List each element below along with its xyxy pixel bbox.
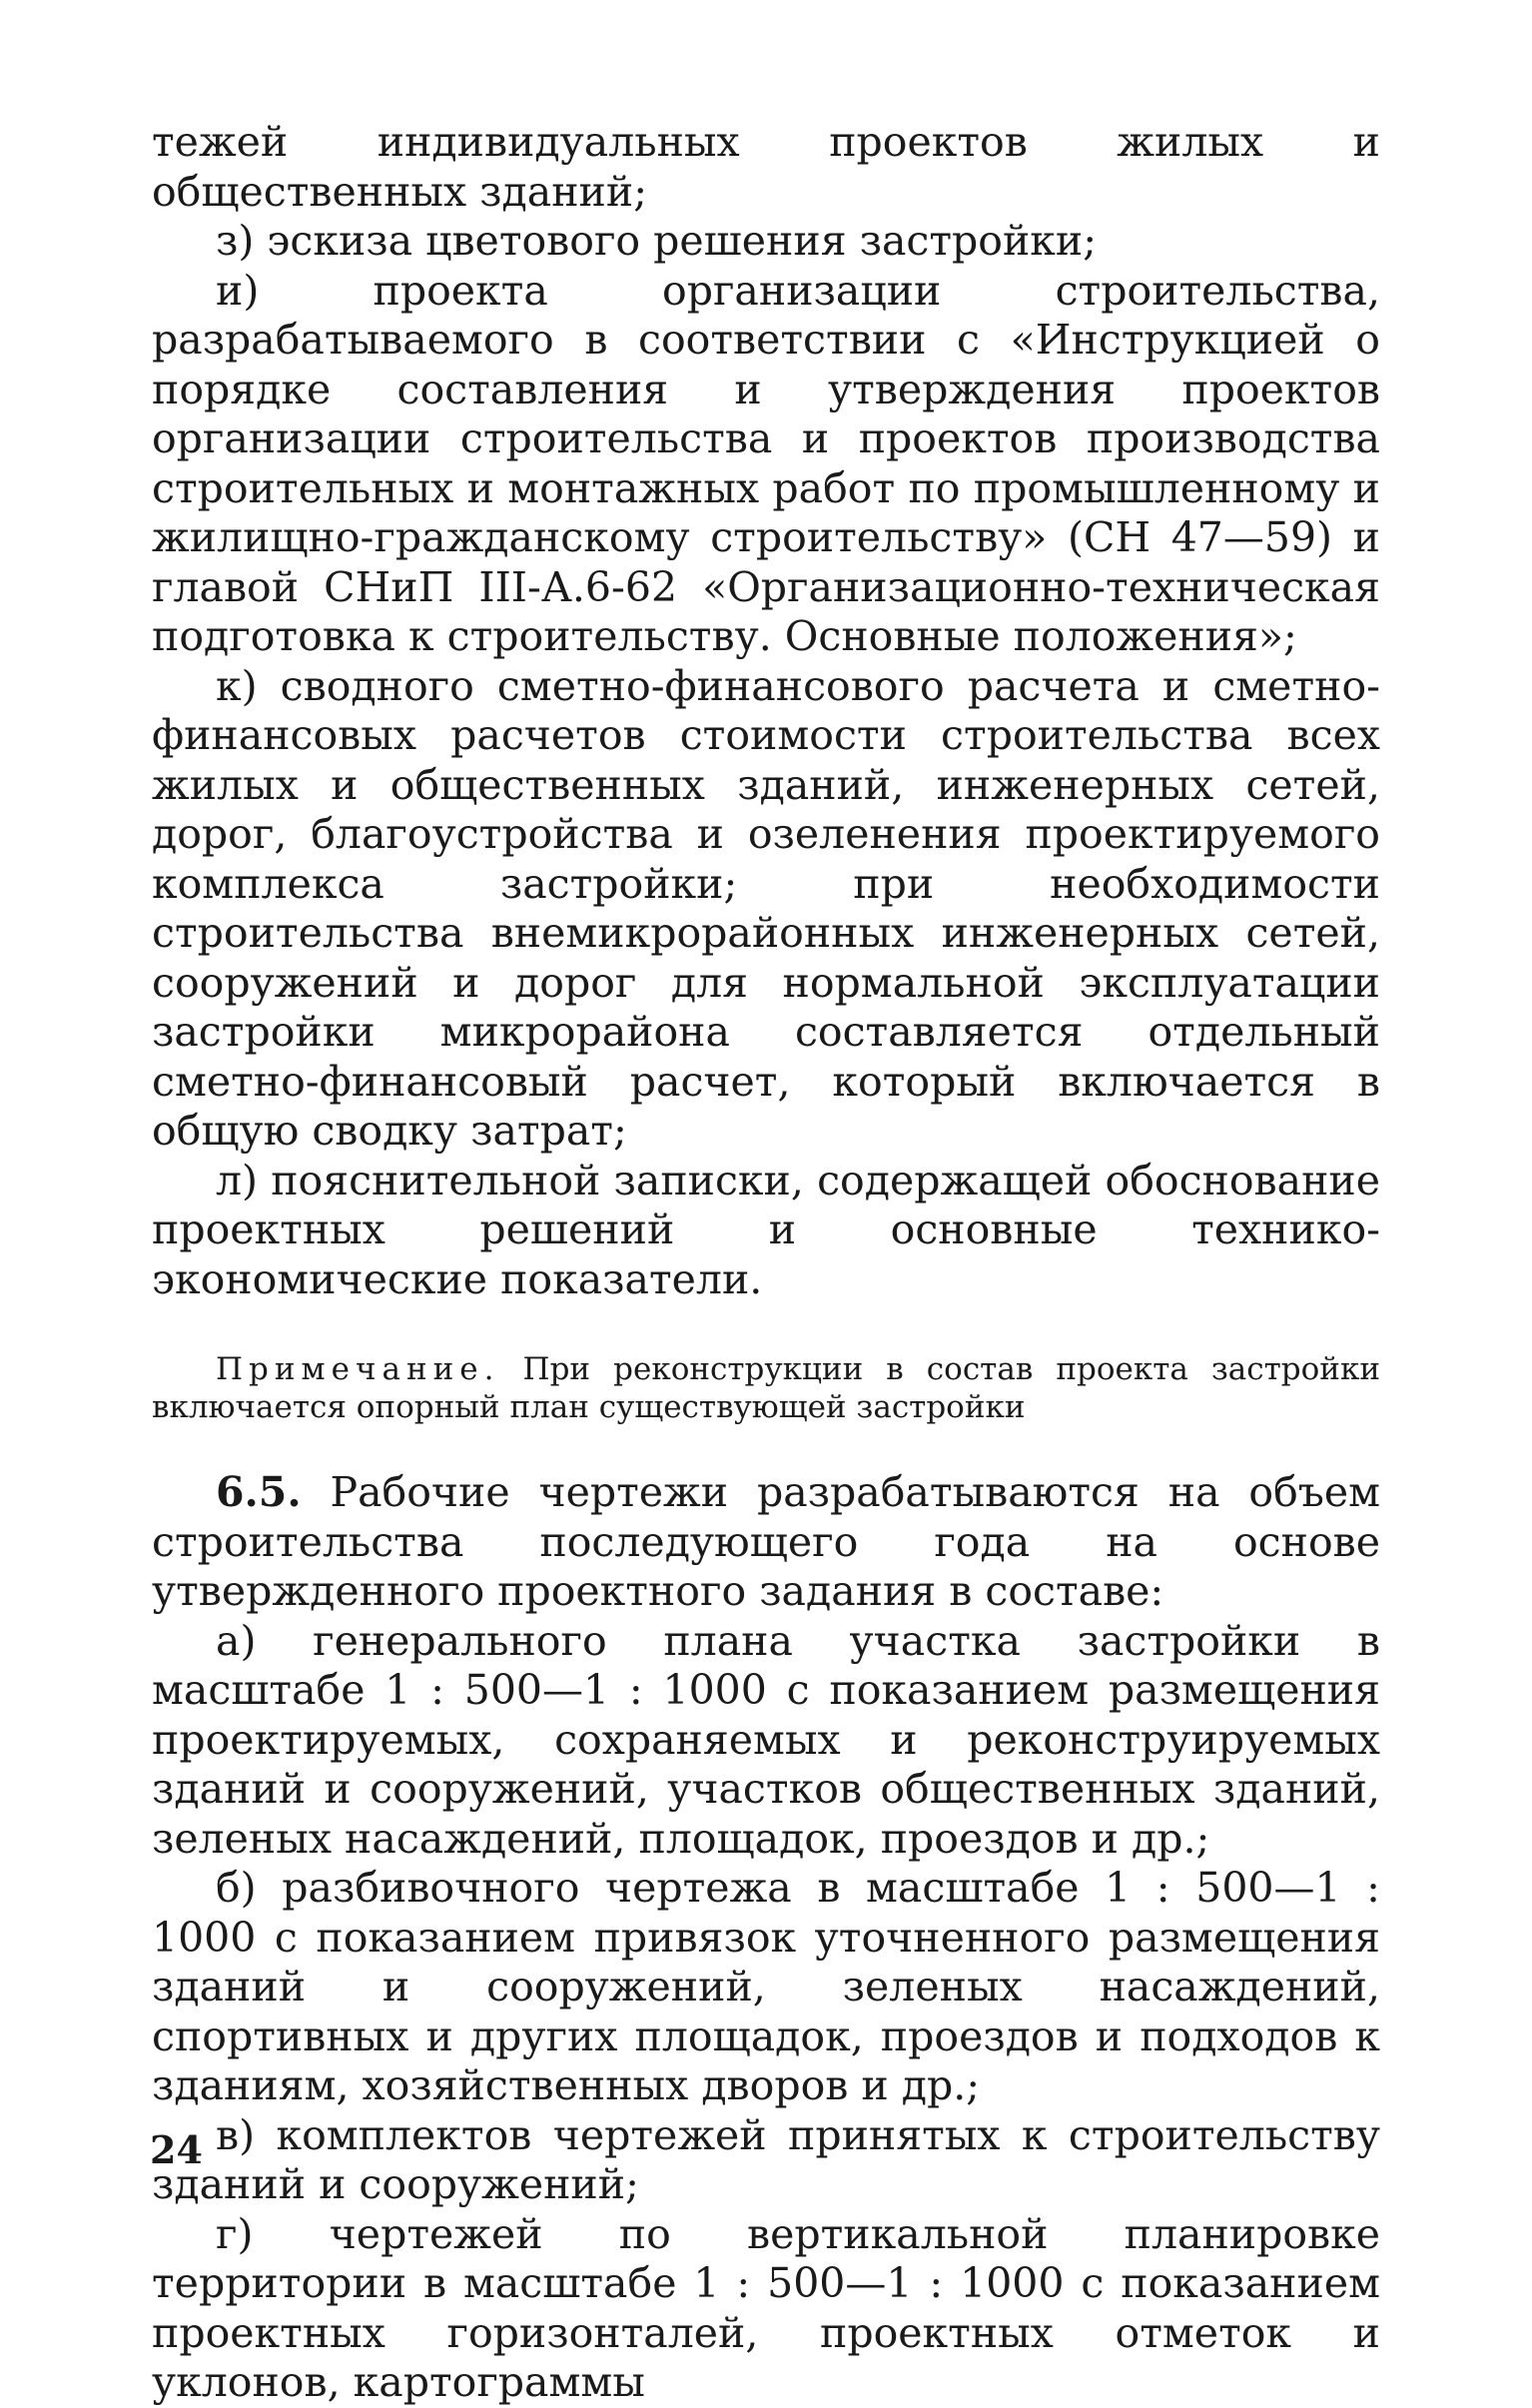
list-item-a: а) генерального плана участка застройки в масштабе 1 : 500—1 : 1000 с показанием размещения проектируемых, сохраняемых и реконструируемых зданий и сооружений, участков общественных зданий, зеленых насаждений, площадок, проездов и др.; xyxy=(152,1616,1380,1863)
note-label: Примечание. xyxy=(216,1351,500,1387)
paragraph-continuation: тежей индивидуальных проектов жилых и общественных зданий; xyxy=(152,118,1380,216)
list-item-b: б) разбивочного чертежа в масштабе 1 : 500—1 : 1000 с показанием привязок уточненного размещения зданий и сооружений, зеленых насаждений, спортивных и других площадок, проездов и подходов к зданиям, хозяйственных дворов и др.; xyxy=(152,1864,1380,2109)
section-text: Рабочие чертежи разрабатываются на объем строительства последующего года на основе утвержденного проектного задания в составе: xyxy=(152,1468,1380,1615)
section-6-5 xyxy=(152,1468,1380,1617)
note-text: При реконструкции в состав проекта застройки включается опорный план существующей застройки xyxy=(152,1351,1380,1425)
list-item-k: к) сводного сметно-финансового расчета и сметно-финансовых расчетов стоимости строительства всех жилых и общественных зданий, инженерных сетей, дорог, благоустройства и озеленения проектируемого комплекса застройки; при необходимости строительства внемикрорайонных инженерных сетей, сооружений и дорог для нормальной эксплуатации застройки микрорайона составляется отдельный сметно-финансовый расчет, который включается в общую сводку затрат; xyxy=(152,661,1380,1155)
list-item-l: л) пояснительной записки, содержащей обоснование проектных решений и основные технико-экономические показатели. xyxy=(152,1156,1380,1303)
list-item-v: в) комплектов чертежей принятых к строительству зданий и сооружений; xyxy=(152,2110,1380,2208)
note xyxy=(152,1350,1380,1426)
section-number: 6.5. xyxy=(216,1468,302,1516)
list-item-g: г) чертежей по вертикальной планировке территории в масштабе 1 : 500—1 : 1000 с показанием проектных горизонталей, проектных отметок и уклонов, картограммы xyxy=(152,2209,1380,2406)
list-item-i: и) проекта организации строительства, разрабатываемого в соответствии с «Инструкцией о порядке составления и утверждения проектов организации строительства и проектов производства строительных и монтажных работ по промышленному и жилищно-гражданскому строительству» (СН 47—59) и главой СНиП III-А.6-62 «Организационно-техническая подготовка к строительству. Основные положения»; xyxy=(152,266,1380,660)
list-item-z: з) эскиза цветового решения застройки; xyxy=(216,217,1098,265)
document-page xyxy=(152,118,1380,2408)
page-number: 24 xyxy=(150,2127,203,2172)
